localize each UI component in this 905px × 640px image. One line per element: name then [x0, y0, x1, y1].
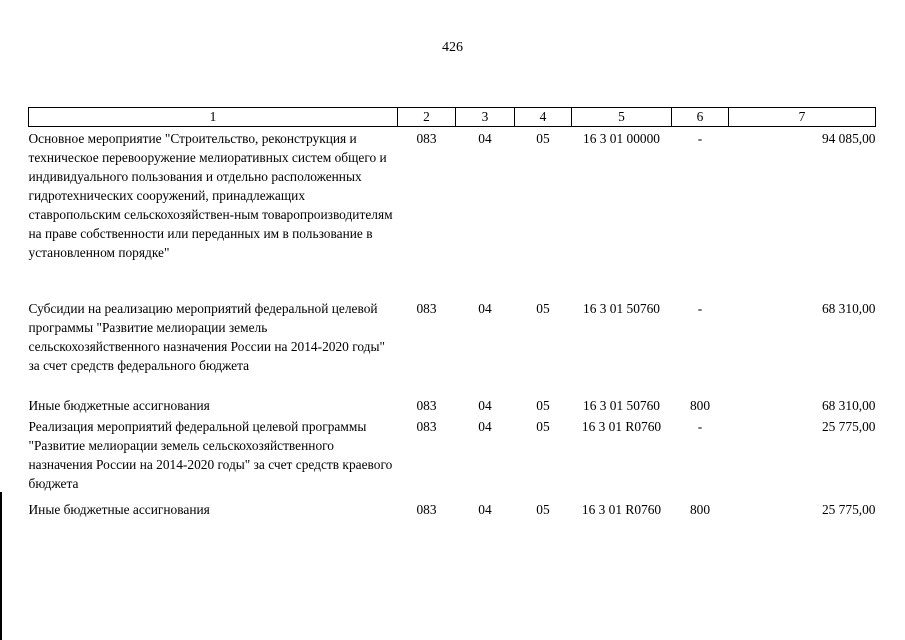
budget-table [28, 107, 876, 520]
target-article-cell: 16 3 01 50760 [583, 398, 660, 413]
ministry-code-cell: 083 [416, 419, 437, 434]
section-code-cell: 04 [478, 301, 492, 316]
expense-type-cell: 800 [689, 502, 711, 517]
ministry-code-cell: 083 [416, 301, 437, 316]
ministry-code-cell: 083 [416, 131, 437, 146]
subsection-code-cell: 05 [536, 398, 550, 413]
expense-type-cell: - [697, 419, 703, 434]
column-header-7: 7 [729, 108, 876, 127]
scan-edge-line [0, 492, 2, 640]
amount-cell: 94 085,00 [821, 131, 876, 146]
column-header-3: 3 [456, 108, 515, 127]
target-article-cell: 16 3 01 R0760 [581, 419, 662, 434]
row-name-cell: Основное мероприятие "Строительство, реконструкция и техническое перевооружение мелиоративных систем общего и индивидуального пользования и отдельно расположенных гидротехнических сооружений, принадлежащих ставропольским сельскохозяйствен-ным товаропроизводителям на праве собственности или переданных им в пользование в установленном порядке" [28, 131, 393, 260]
section-code-cell: 04 [478, 502, 492, 517]
table-row [29, 396, 876, 417]
expense-type-cell: - [697, 131, 703, 146]
table-row [29, 500, 876, 520]
section-code-cell: 04 [478, 131, 492, 146]
subsection-code-cell: 05 [536, 502, 550, 517]
expense-type-cell: 800 [689, 398, 711, 413]
section-code-cell: 04 [478, 419, 492, 434]
amount-cell: 25 775,00 [821, 419, 876, 434]
table-row [29, 417, 876, 500]
row-name-cell: Иные бюджетные ассигнования [28, 502, 210, 517]
target-article-cell: 16 3 01 R0760 [581, 502, 662, 517]
row-name-cell: Иные бюджетные ассигнования [28, 398, 210, 413]
column-header-6: 6 [672, 108, 729, 127]
section-code-cell: 04 [478, 398, 492, 413]
page-number: 426 [442, 40, 463, 55]
target-article-cell: 16 3 01 00000 [583, 131, 660, 146]
table-row [29, 127, 876, 300]
column-header-2: 2 [398, 108, 456, 127]
ministry-code-cell: 083 [416, 398, 437, 413]
subsection-code-cell: 05 [536, 301, 550, 316]
subsection-code-cell: 05 [536, 419, 550, 434]
table-row [29, 299, 876, 396]
row-name-cell: Субсидии на реализацию мероприятий федеральной целевой программы "Развитие мелиорации земель сельскохозяйственного назначения России на 2014-2020 годы" за счет средств федерального бюджета [28, 301, 385, 373]
row-name-cell: Реализация мероприятий федеральной целевой программы "Развитие мелиорации земель сельскохозяйственного назначения России на 2014-2020 годы" за счет средств краевого бюджета [28, 419, 393, 491]
amount-cell: 68 310,00 [821, 398, 876, 413]
amount-cell: 68 310,00 [821, 301, 876, 316]
subsection-code-cell: 05 [536, 131, 550, 146]
ministry-code-cell: 083 [416, 502, 437, 517]
column-header-1: 1 [29, 108, 398, 127]
target-article-cell: 16 3 01 50760 [583, 301, 660, 316]
table-header-row [29, 108, 876, 127]
amount-cell: 25 775,00 [821, 502, 876, 517]
expense-type-cell: - [697, 301, 703, 316]
column-header-5: 5 [572, 108, 672, 127]
column-header-4: 4 [515, 108, 572, 127]
